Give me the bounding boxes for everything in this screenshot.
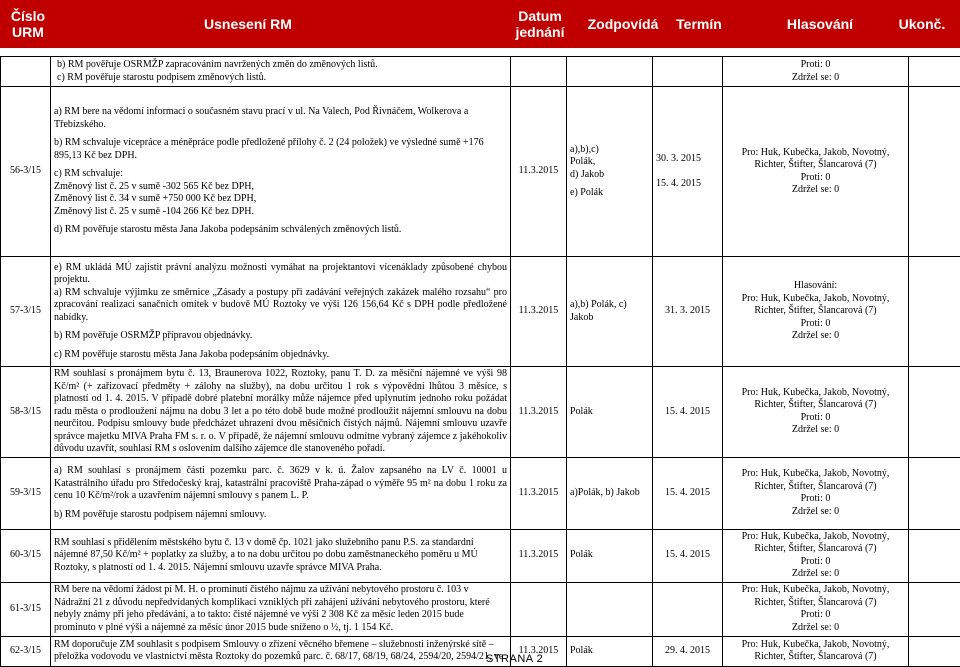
- resolution-item: a) RM bere na vědomí informaci o současném stavu prací v ul. Na Valech, Pod Řivnáčem, Wolkerova a Třebízského.: [54, 106, 507, 131]
- resolution-number: 58-3/15: [1, 367, 51, 458]
- table-header: [0, 0, 960, 48]
- vote-against: Proti: 0: [726, 556, 905, 569]
- header-usneseni: Usnesení RM: [148, 16, 348, 32]
- meeting-date: 11.3.2015: [511, 87, 567, 257]
- resolution-item: Změnový list č. 34 v sumě +750 000 Kč bez DPH,: [54, 193, 507, 206]
- resolution-number: 56-3/15: [1, 87, 51, 257]
- vote-abstain: Zdržel se: 0: [726, 506, 905, 519]
- resolution-number: 61-3/15: [1, 582, 51, 636]
- vote-for-names: Richter, Štifter, Šlancarová (7): [726, 651, 905, 664]
- deadline: 15. 4. 2015: [653, 367, 723, 458]
- vote: [723, 636, 909, 666]
- resolution-item: a) RM souhlasí s pronájmem části pozemku parc. č. 3629 v k. ú. Žalov zapsaného na LV č. 10001 u Katastrálního úřadu pro Středočeský kraj, katastrální pracoviště Praha-západ o výměře 95 m² na dobu 1 roku za cenu 10 Kč/m²/rok a uzavřením nájemní smlouvy s panem L. P.: [54, 465, 507, 503]
- vote-for-names: Richter, Štifter, Šlancarová (7): [726, 597, 905, 610]
- resolution-text: RM souhlasí s přidělením městského bytu č. 13 v domě čp. 1021 jako služebního panu P.S. za standardní nájemné 87,50 Kč/m² + poplatky za služby, a to na dobu určitou po dobu zaměstnaneckého poměru u MÚ Roztoky, s platností od 1. 4. 2015. Nájemní smlouvu uzavře správce MIVA Praha.: [51, 529, 511, 582]
- resolution-text: RM bere na vědomí žádost pí M. H. o prominutí čistého nájmu za užívání nebytového prostoru č. 103 v Nádražní 21 z důvodu nepředvídaných komplikací vzniklých při zahájení užívání nebytového prostoru, které nebyly známy při jeho předávání, a to takto: čisté nájemné ve výši 2 308 Kč za měsíc leden 2015 bude prominuto v plné výši a nájemné za měsíc únor 2015 bude sníženo o ½, tj. 1 154 Kč.: [51, 582, 511, 636]
- resolution-item: a) RM schvaluje výjimku ze směrnice „Zásady a postupy při zadávání veřejných zakázek malého rozsahu“ pro zpracování realizaci sanačních omítek v budově MÚ Roztoky ve výši 126 156,64 Kč s DPH podle předložené nabídky.: [54, 287, 507, 325]
- resolution-item: b) RM pověřuje starostu podpisem nájemní smlouvy.: [54, 509, 507, 522]
- resolution-number: 60-3/15: [1, 529, 51, 582]
- resolution-item: b) RM pověřuje OSRMŽP přípravou objednávky.: [54, 330, 507, 343]
- meeting-date: 11.3.2015: [511, 636, 567, 666]
- vote-against: Proti: 0: [726, 172, 905, 185]
- vote-against: Proti: 0: [726, 59, 905, 72]
- resolution-number: [1, 57, 51, 87]
- responsible: a)Polák, b) Jakob: [567, 457, 653, 529]
- vote-abstain: Zdržel se: 0: [726, 622, 905, 635]
- header-cislo: Číslo: [8, 8, 48, 24]
- completion: [909, 257, 960, 367]
- vote-for: Pro: Huk, Kubečka, Jakob, Novotný,: [726, 584, 905, 597]
- responsible: [567, 57, 653, 87]
- vote-for-names: Richter, Štifter, Šlancarová (7): [726, 481, 905, 494]
- meeting-date: [511, 57, 567, 87]
- header-zodpovida: Zodpovídá: [578, 16, 668, 32]
- vote-abstain: Zdržel se: 0: [726, 330, 905, 343]
- resolution-text: [51, 257, 511, 367]
- page-number: STRANA 2: [486, 653, 543, 665]
- resolution-item: d) RM pověřuje starostu města Jana Jakoba podepsáním schválených změnových listů.: [54, 224, 507, 237]
- responsible-line: e) Polák: [570, 187, 649, 200]
- table-row: [1, 87, 960, 257]
- resolution-text: RM doporučuje ZM souhlasit s podpisem Smlouvy o zřízení věcného břemene – služebnosti inženýrské sítě – přeložka vodovodu ve vlastnictví města Roztoky do pozemků parc. č. 68/17, 68/19, 68/24, 2594/20, 2594/21, ve: [51, 636, 511, 666]
- vote-for: Pro: Huk, Kubečka, Jakob, Novotný,: [726, 531, 905, 544]
- completion: [909, 636, 960, 666]
- completion: [909, 87, 960, 257]
- responsible-line: Polák,: [570, 156, 649, 169]
- meeting-date: 11.3.2015: [511, 457, 567, 529]
- responsible: a),b) Polák, c) Jakob: [567, 257, 653, 367]
- vote-abstain: Zdržel se: 0: [726, 184, 905, 197]
- vote-against: Proti: 0: [726, 318, 905, 331]
- vote-for-names: Richter, Štifter, Šlancarová (7): [726, 159, 905, 172]
- vote-against: Proti: 0: [726, 493, 905, 506]
- deadline: [653, 582, 723, 636]
- responsible-line: d) Jakob: [570, 169, 649, 182]
- meeting-date: 11.3.2015: [511, 367, 567, 458]
- table-row: [1, 57, 960, 87]
- table-row: [1, 636, 960, 666]
- deadline: 15. 4. 2015: [653, 457, 723, 529]
- vote: [723, 582, 909, 636]
- resolutions-table: [0, 56, 960, 667]
- vote-for: Pro: Huk, Kubečka, Jakob, Novotný,: [726, 387, 905, 400]
- vote: [723, 57, 909, 87]
- header-urm: URM: [8, 24, 48, 40]
- header-termin: Termín: [664, 16, 734, 32]
- header-jednani: jednání: [510, 24, 570, 40]
- vote: [723, 87, 909, 257]
- resolution-item: c) RM pověřuje starostu města Jana Jakoba podepsáním objednávky.: [54, 349, 507, 362]
- completion: [909, 367, 960, 458]
- vote-for: Pro: Huk, Kubečka, Jakob, Novotný,: [726, 147, 905, 160]
- resolution-item: c) RM pověřuje starostu podpisem změnových listů.: [54, 72, 507, 85]
- vote-abstain: Zdržel se: 0: [726, 424, 905, 437]
- deadline: 29. 4. 2015: [653, 636, 723, 666]
- vote-against: Proti: 0: [726, 412, 905, 425]
- vote-for: Pro: Huk, Kubečka, Jakob, Novotný,: [726, 468, 905, 481]
- deadline: [653, 57, 723, 87]
- resolution-item: Změnový list č. 25 v sumě -302 565 Kč bez DPH,: [54, 181, 507, 194]
- responsible: Polák: [567, 367, 653, 458]
- table-row: [1, 367, 960, 458]
- vote: [723, 257, 909, 367]
- deadline-line: 30. 3. 2015: [656, 153, 719, 166]
- vote-heading: Hlasování:: [726, 280, 905, 293]
- vote-for-names: Richter, Štifter, Šlancarová (7): [726, 543, 905, 556]
- resolution-number: 62-3/15: [1, 636, 51, 666]
- header-ukonc: Ukonč.: [890, 16, 954, 32]
- header-datum: Datum: [510, 8, 570, 24]
- meeting-date: 11.3.2015: [511, 529, 567, 582]
- completion: [909, 529, 960, 582]
- resolution-text: RM souhlasí s pronájmem bytu č. 13, Braunerova 1022, Roztoky, panu T. D. za měsíční nájemné ve výši 98 Kč/m² (+ zařizovací předměty + zálohy na služby), na dobu určitou 1 rok s výpovědní lhůtou 3 měsíce, s platností od 1. 4. 2015. V případě dobré platební morálky může nájemce před uplynutím jednoho roku požádat radu města o prodloužení nájmu na dobu 3 let a po této době bude možné prodloužit nájemní smlouvu na dobu neurčitou. Podpisu smlouvy bude předcházet uhrazení dvou měsíčních čistých nájmů. Nájemní smlouvu uzavře správce majetku MIVA Praha FM s. r. o. V případě, že nájemní smlouvu odmítne vybraný zájemce z jakéhokoliv důvodu uzavřít, souhlasí RM s oslovením dalšího zájemce dle stanoveného pořadí.: [51, 367, 511, 458]
- completion: [909, 582, 960, 636]
- deadline: 31. 3. 2015: [653, 257, 723, 367]
- table-row: [1, 582, 960, 636]
- vote: [723, 367, 909, 458]
- deadline: [653, 87, 723, 257]
- vote: [723, 529, 909, 582]
- completion: [909, 457, 960, 529]
- resolution-item: Změnový list č. 25 v sumě -104 266 Kč bez DPH.: [54, 206, 507, 219]
- completion: [909, 57, 960, 87]
- vote-for: Pro: Huk, Kubečka, Jakob, Novotný,: [726, 293, 905, 306]
- resolution-item: b) RM pověřuje OSRMŽP zapracováním navržených změn do změnových listů.: [54, 59, 507, 72]
- responsible-line: a),b),c): [570, 144, 649, 157]
- vote-against: Proti: 0: [726, 609, 905, 622]
- responsible: Polák: [567, 636, 653, 666]
- vote-for: Pro: Huk, Kubečka, Jakob, Novotný,: [726, 639, 905, 652]
- vote-for-names: Richter, Štifter, Šlancarová (7): [726, 305, 905, 318]
- deadline-line: 15. 4. 2015: [656, 178, 719, 191]
- meeting-date: 11.3.2015: [511, 257, 567, 367]
- meeting-date: [511, 582, 567, 636]
- resolution-item: c) RM schvaluje:: [54, 168, 507, 181]
- responsible: [567, 582, 653, 636]
- responsible: [567, 87, 653, 257]
- resolution-number: 59-3/15: [1, 457, 51, 529]
- vote-for-names: Richter, Štifter, Šlancarová (7): [726, 399, 905, 412]
- resolution-text: [51, 57, 511, 87]
- resolution-text: [51, 87, 511, 257]
- table-row: [1, 457, 960, 529]
- vote-abstain: Zdržel se: 0: [726, 72, 905, 85]
- responsible: Polák: [567, 529, 653, 582]
- vote-abstain: Zdržel se: 0: [726, 568, 905, 581]
- resolution-item: b) RM schvaluje vícepráce a méněpráce podle předložené přílohy č. 2 (24 položek) ve výsledné sumě +176 895,13 Kč bez DPH.: [54, 137, 507, 162]
- resolution-text: [51, 457, 511, 529]
- resolution-item: e) RM ukládá MÚ zajistit právní analýzu možnosti vymáhat na projektantovi vícenáklady způsobené chybou projektu.: [54, 262, 507, 287]
- table-row: [1, 529, 960, 582]
- table-row: [1, 257, 960, 367]
- resolution-number: 57-3/15: [1, 257, 51, 367]
- vote: [723, 457, 909, 529]
- header-hlasovani: Hlasování: [765, 16, 875, 32]
- deadline: 15. 4. 2015: [653, 529, 723, 582]
